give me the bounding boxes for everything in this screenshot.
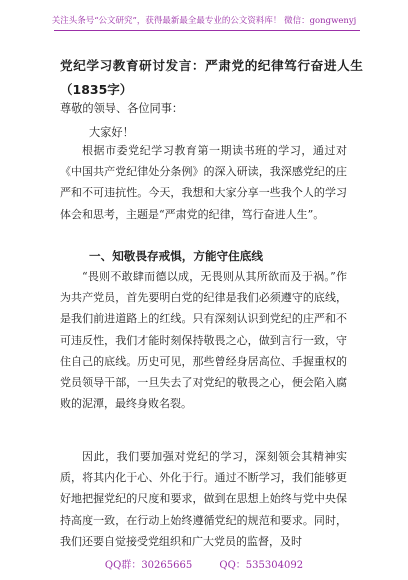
word-count: （1835字） xyxy=(60,82,133,97)
header-divider xyxy=(54,30,360,31)
greeting: 大家好！ xyxy=(89,126,134,139)
section-paragraph-2: 因此，我们要加强对党纪的学习，深刻领会其精神实质，将其内化于心、外化于行。通过不断学习，我们能够更好地把握党纪的尺度和要求，做到在思想上始终与党中央保持高度一致，在行动上始终遵循党纪的规范和要求。同时，我们还要自觉接受党组织和广大党员的监督，及时 xyxy=(60,450,347,548)
footer-qq: QQ：535304092 xyxy=(219,560,304,571)
footer xyxy=(0,556,408,571)
header-banner: 关注头条号“公文研究”，获得最新最全最专业的公文资料库！ 微信：gongwenyj xyxy=(51,16,357,26)
footer-qq-group: QQ群：30265665 xyxy=(104,560,193,571)
salutation: 尊敬的领导、各位同事： xyxy=(60,102,184,115)
section-heading: 一、知敬畏存戒惧，方能守住底线 xyxy=(89,249,263,263)
section-paragraph-1: “畏则不敢肆而德以成，无畏则从其所欲而及于祸。”作为共产党员，首先要明白党的纪律是我们必须遵守的底线，是我们前进道路上的红线。只有深刻认识到党纪的庄严和不可违反性，我们才能时刻保持敬畏之心，做到言行一致，守住自己的底线。历史可见，那些曾经身居高位、手握重权的党员领导干部，一旦失去了对党纪的敬畏之心，便会陷入腐败的泥潭，最终身败名裂。 xyxy=(60,270,347,411)
page-title: 党纪学习教育研讨发言：严肃党的纪律笃行奋进人生 xyxy=(60,58,364,73)
intro-paragraph: 根据市委党纪学习教育第一期读书班的学习，通过对《中国共产党纪律处分条例》的深入研读，我深感党纪的庄严和不可违抗性。今天，我想和大家分享一些我个人的学习体会和思考，主题是“严肃党的纪律，笃行奋进人生”。 xyxy=(60,144,347,221)
